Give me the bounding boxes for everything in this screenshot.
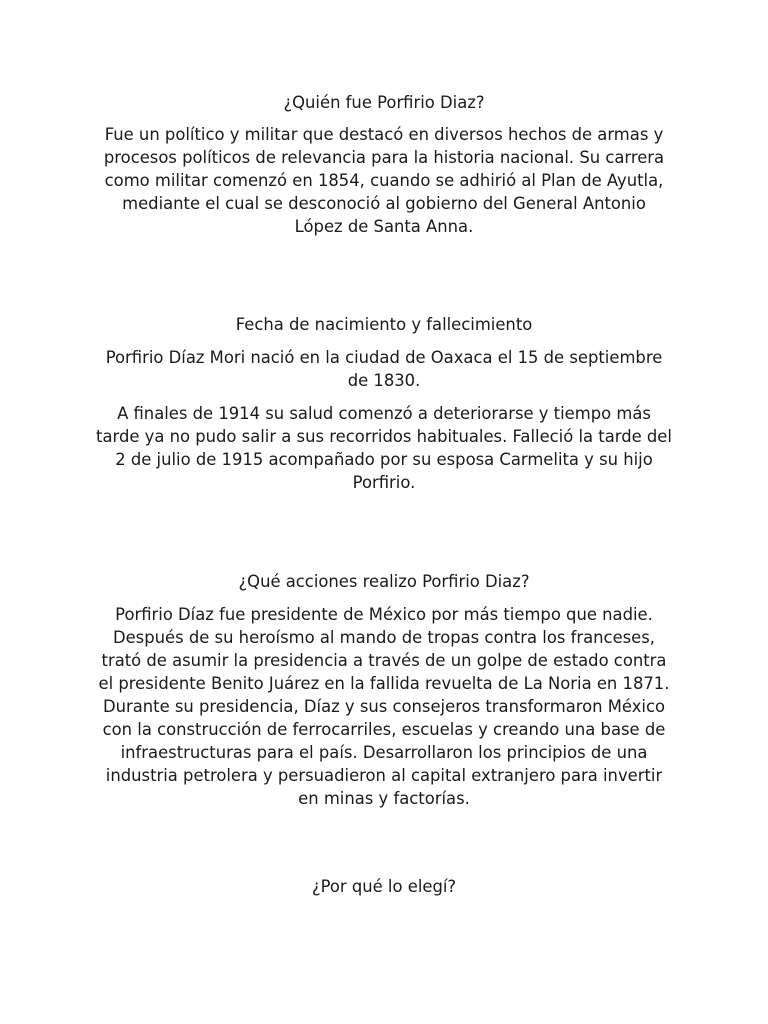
paragraph-fallecimiento: A finales de 1914 su salud comenzó a deteriorarse y tiempo más tarde ya no pudo salir a sus recorridos habituales. Falleció la tarde del 2 de julio de 1915 acompañado por su esposa Carmelita y su hijo Porfirio.: [96, 404, 672, 492]
section-heading-acciones: ¿Qué acciones realizo Porfirio Diaz?: [238, 572, 530, 591]
paragraph-nacimiento: Porfirio Díaz Mori nació en la ciudad de Oaxaca el 15 de septiembre de 1830.: [105, 348, 663, 390]
paragraph-quien-fue: Fue un político y militar que destacó en diversos hechos de armas y procesos políticos de relevancia para la historia nacional. Su carrera como militar comenzó en 1854, cuando se adhirió al Plan de Ayutla, mediante el cual se desconoció al gobierno del General Antonio López de Santa Anna.: [103, 125, 665, 236]
section-heading-fecha: Fecha de nacimiento y fallecimiento: [235, 315, 533, 334]
section-heading-por-que: ¿Por qué lo elegí?: [311, 877, 457, 896]
paragraph-acciones: Porfirio Díaz fue presidente de México por más tiempo que nadie. Después de su heroísmo al mando de tropas contra los franceses, trató de asumir la presidencia a través de un golpe de estado contra el presidente Benito Juárez en la fallida revuelta de La Noria en 1871. Durante su presidencia, Díaz y sus consejeros transformaron México con la construcción de ferrocarriles, escuelas y creando una base de infraestructuras para el país. Desarrollaron los principios de una industria petrolera y persuadieron al capital extranjero para invertir en minas y factorías.: [98, 605, 670, 808]
section-heading-quien-fue: ¿Quién fue Porfirio Diaz?: [283, 93, 485, 112]
